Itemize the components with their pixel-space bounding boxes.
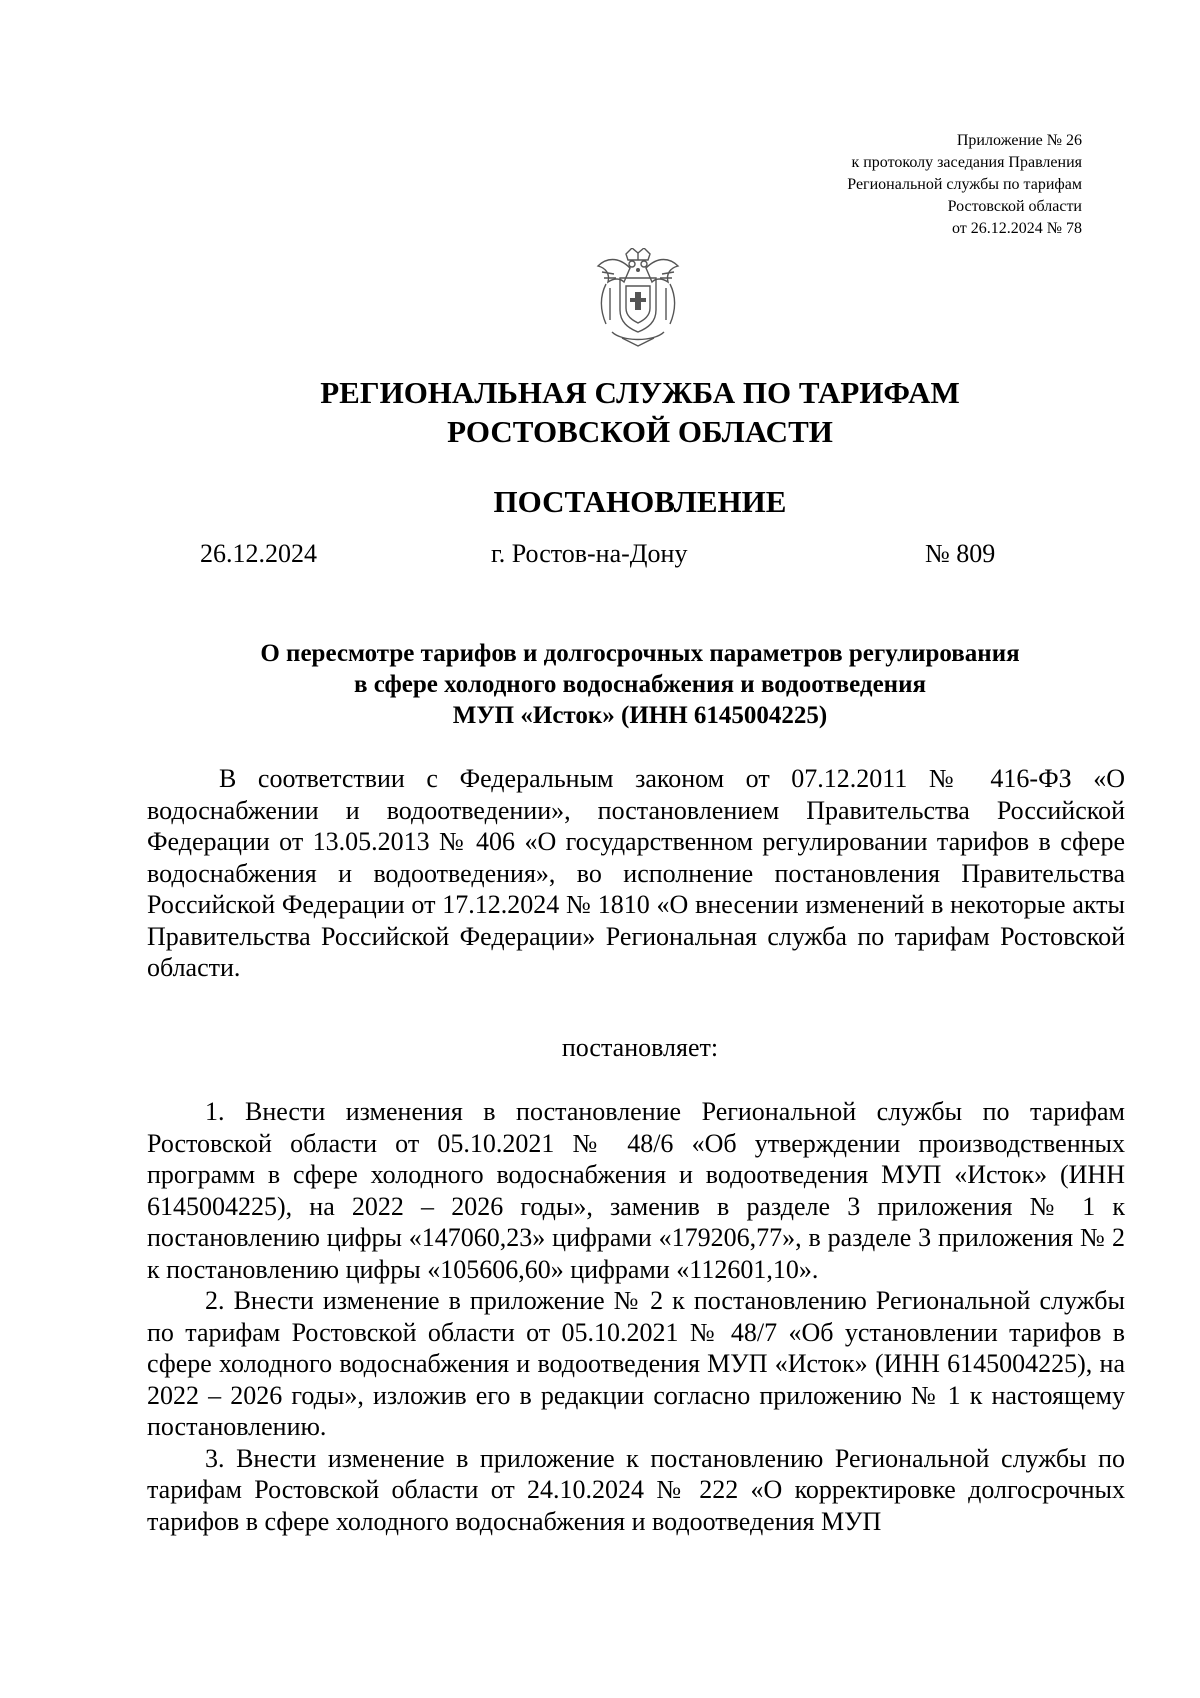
resolution-item: 2. Внести изменение в приложение № 2 к постановлению Региональной службы по тарифам Ростовской области от 05.10.2021 № 48/7 «Об установлении тарифов в сфере холодного водоснабжения и водоотведения МУП «Исток» (ИНН 6145004225), на 2022 – 2026 годы», изложив его в редакции согласно приложению № 1 к настоящему постановлению. (147, 1286, 1125, 1441)
document-type: ПОСТАНОВЛЕНИЕ (493, 484, 787, 519)
subject-line: в сфере холодного водоснабжения и водоотведения (353, 671, 927, 698)
document-number: № 809 (925, 539, 996, 568)
appendix-line: от 26.12.2024 № 78 (951, 220, 1082, 237)
document-city: г. Ростов-на-Дону (491, 539, 688, 568)
organization-title-line: РЕГИОНАЛЬНАЯ СЛУЖБА ПО ТАРИФАМ (320, 375, 960, 410)
resolution-item: 1. Внести изменения в постановление Региональной службы по тарифам Ростовской области от 05.10.2021 № 48/6 «Об утверждении производственных программ в сфере холодного водоснабжения и водоотведения МУП «Исток» (ИНН 6145004225), на 2022 – 2026 годы», заменив в разделе 3 приложения № 1 к постановлению цифры «147060,23» цифрами «179206,77», в разделе 3 приложения № 2 к постановлению цифры «105606,60» цифрами «112601,10». (147, 1097, 1125, 1284)
subject-line: О пересмотре тарифов и долгосрочных параметров регулирования (260, 640, 1020, 667)
appendix-line: Приложение № 26 (956, 132, 1082, 149)
subject-line: МУП «Исток» (ИНН 6145004225) (452, 702, 828, 729)
document-meta (0, 537, 1200, 571)
preamble (147, 763, 1125, 984)
appendix-note (847, 130, 1082, 240)
coat-of-arms-icon (592, 248, 684, 348)
resolves-label: постановляет: (561, 1033, 719, 1062)
organization-title (0, 373, 1200, 451)
document-subject (0, 638, 1200, 731)
appendix-line: к протоколу заседания Правления (851, 154, 1082, 171)
appendix-line: Ростовской области (947, 198, 1082, 215)
resolution-item: 3. Внести изменение в приложение к постановлению Региональной службы по тарифам Ростовской области от 24.10.2024 № 222 «О корректировке долгосрочных тарифов в сфере холодного водоснабжения и водоотведения МУП (147, 1443, 1125, 1536)
organization-title-line: РОСТОВСКОЙ ОБЛАСТИ (447, 414, 833, 449)
document-date: 26.12.2024 (200, 539, 317, 568)
preamble-paragraph: В соответствии с Федеральным законом от 07.12.2011 № 416-ФЗ «О водоснабжении и водоотведении», постановлением Правительства Российской Федерации от 13.05.2013 № 406 «О государственном регулировании тарифов в сфере водоснабжения и водоотведения», во исполнение постановления Правительства Российской Федерации от 17.12.2024 № 1810 «О внесении изменений в некоторые акты Правительства Российской Федерации» Региональная служба по тарифам Ростовской области. (147, 764, 1125, 982)
resolution-items (147, 1096, 1125, 1537)
appendix-line: Региональной службы по тарифам (847, 176, 1082, 193)
